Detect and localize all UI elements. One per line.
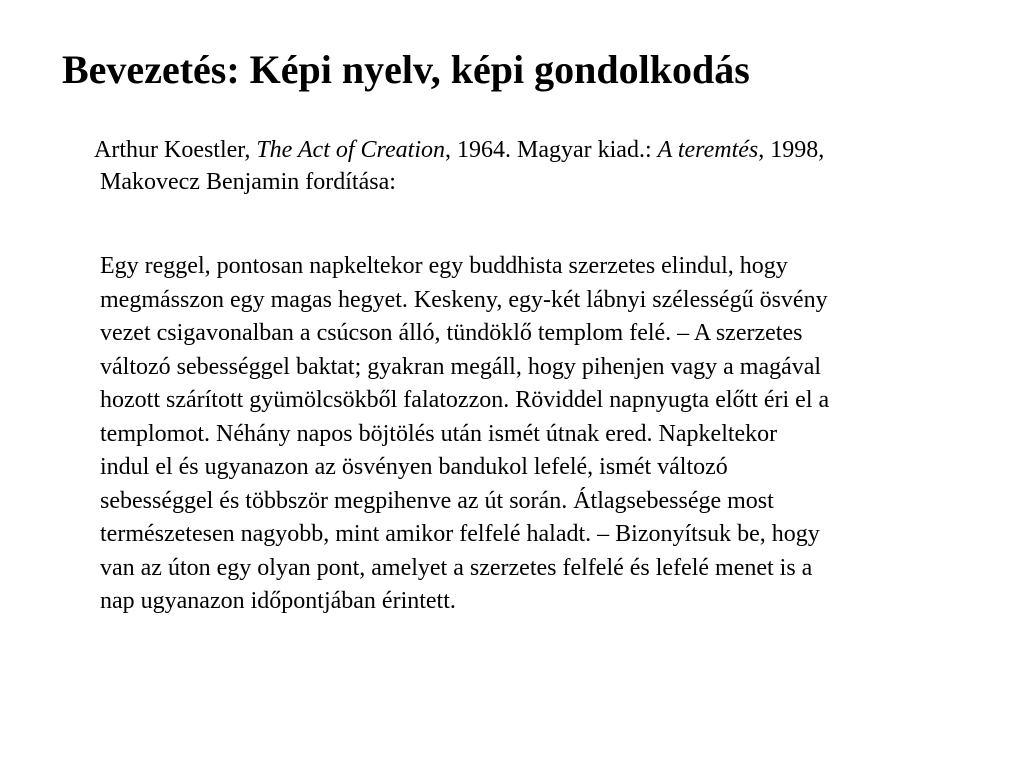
story-line: nap ugyanazon időpontjában érintett. — [100, 588, 456, 614]
story-line: hozott szárított gyümölcsökből falatozzon. Röviddel napnyugta előtt éri el a — [100, 387, 830, 413]
citation-hungarian-year: , 1998, — [758, 137, 825, 163]
story-line: van az úton egy olyan pont, amelyet a szerzetes felfelé és lefelé menet is a — [100, 554, 813, 581]
citation — [94, 134, 980, 198]
story-line: indul el és ugyanazon az ösvényen bandukol lefelé, ismét változó — [100, 454, 728, 480]
story-line: természetesen nagyobb, mint amikor felfelé haladt. – Bizonyítsuk be, hogy — [100, 521, 820, 547]
story-line: Egy reggel, pontosan napkeltekor egy buddhista szerzetes elindul, hogy — [100, 253, 788, 279]
story-line: megmásszon egy magas hegyet. Keskeny, egy-két lábnyi szélességű ösvény — [100, 286, 828, 313]
story-paragraph — [100, 250, 980, 619]
story-line: templomot. Néhány napos böjtölés után ismét útnak ered. Napkeltekor — [100, 420, 778, 447]
citation-hungarian-title: A teremtés — [657, 137, 759, 163]
citation-author: Arthur Koestler, — [94, 137, 257, 163]
story-line: vezet csigavonalban a csúcson álló, tündöklő templom felé. – A szerzetes — [100, 320, 803, 346]
citation-translator: Makovecz Benjamin fordítása: — [100, 169, 396, 195]
story-line: változó sebességgel baktat; gyakran megáll, hogy pihenjen vagy a magával — [100, 353, 822, 380]
story-line: sebességgel és többször megpihenve az út során. Átlagsebessége most — [100, 487, 774, 514]
citation-book-title: The Act of Creation — [256, 137, 445, 163]
slide-title: Bevezetés: Képi nyelv, képi gondolkodás — [62, 47, 750, 92]
citation-year-publisher: , 1964. Magyar kiad.: — [445, 137, 658, 163]
